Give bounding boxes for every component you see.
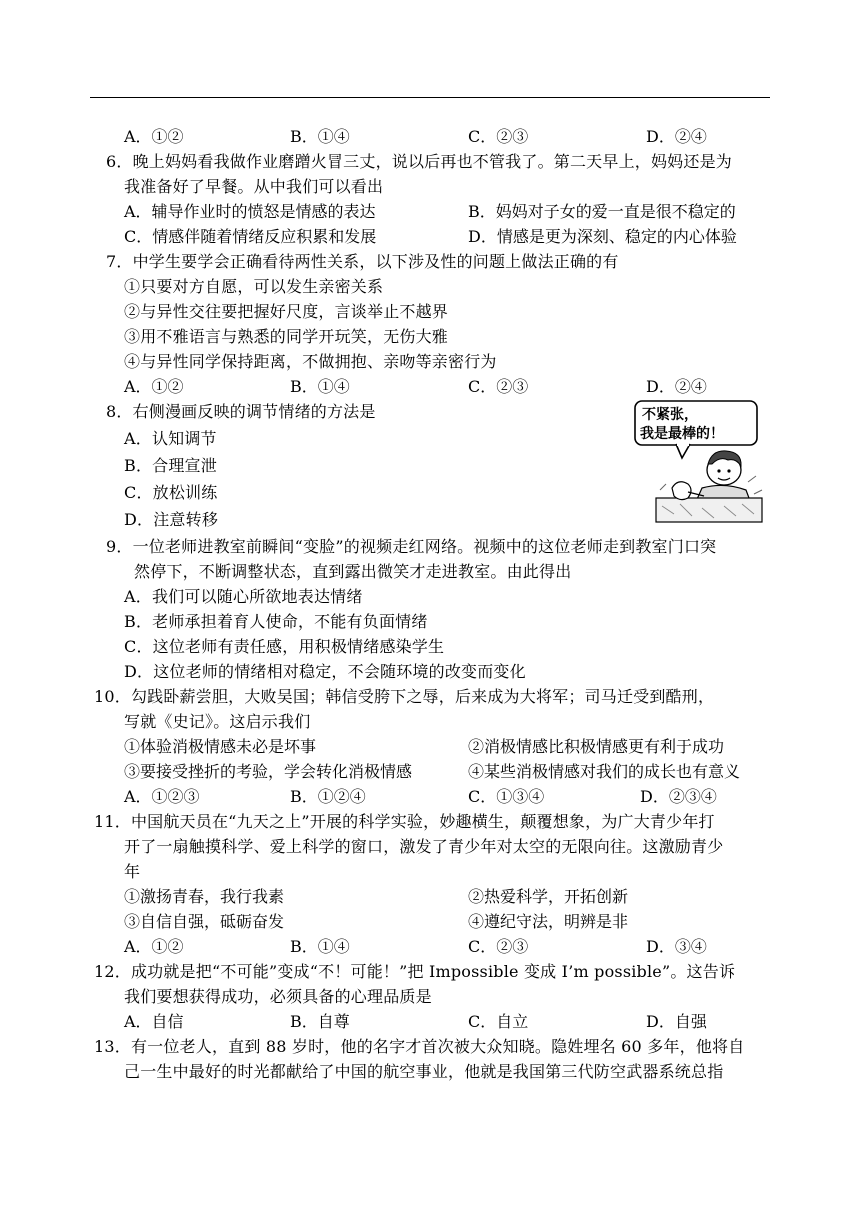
q11-items-row-2 (124, 912, 804, 932)
q9-option-d[interactable]: D．这位老师的情绪相对稳定，不会随环境的改变而变化 (124, 662, 526, 681)
q13-stem-line-1: 13．有一位老人，直到 88 岁时，他的名字才首次被大众知晓。隐姓埋名 60 多年，他将自 (94, 1037, 745, 1056)
q13-stem-line-2: 己一生中最好的时光都献给了中国的航空事业，他就是我国第三代防空武器系统总指 (124, 1062, 724, 1081)
q11-item-3: ③自信自强，砥砺奋发 (124, 912, 285, 931)
q7-stem-line-1: 7．中学生要学会正确看待两性关系，以下涉及性的问题上做法正确的有 (106, 252, 619, 271)
q10-option-a[interactable]: A．①②③ (124, 787, 200, 806)
q10-option-c[interactable]: C．①③④ (468, 787, 545, 806)
q8-option-d[interactable]: D．注意转移 (124, 510, 219, 529)
q6-stem-line-1: 6．晚上妈妈看我做作业磨蹭火冒三丈，说以后再也不管我了。第二天早上，妈妈还是为 (106, 152, 732, 171)
q6-option-a[interactable]: A．辅导作业时的愤怒是情感的表达 (124, 202, 376, 221)
q10-items-row-2 (124, 762, 804, 782)
q7-item-3: ③用不雅语言与熟悉的同学开玩笑，无伤大雅 (124, 327, 449, 346)
q10-options (124, 787, 804, 807)
q7-option-d[interactable]: D．②④ (646, 377, 707, 396)
q12-options (124, 1012, 804, 1032)
q12-option-a[interactable]: A．自信 (124, 1012, 184, 1031)
q11-option-b[interactable]: B．①④ (290, 937, 350, 956)
q12-stem-line-1: 12．成功就是把“不可能”变成“不！可能！”把 Impossible 变成 I’m possible”。这告诉 (94, 962, 736, 981)
q11-options (124, 937, 804, 957)
q12-stem-line-2: 我们要想获得成功，必须具备的心理品质是 (124, 987, 432, 1006)
q10-stem-line-2: 写就《史记》。这启示我们 (124, 712, 311, 731)
q9-option-c[interactable]: C．这位老师有责任感，用积极情绪感染学生 (124, 637, 445, 656)
q10-option-d[interactable]: D．②③④ (640, 787, 717, 806)
q7-options (124, 377, 804, 397)
q10-item-2: ②消极情感比积极情感更有利于成功 (468, 737, 725, 756)
q9-option-a[interactable]: A．我们可以随心所欲地表达情绪 (124, 587, 363, 606)
q7-item-4: ④与异性同学保持距离，不做拥抱、亲吻等亲密行为 (124, 352, 497, 371)
q11-option-a[interactable]: A．①② (124, 937, 184, 956)
q8-cartoon (632, 398, 766, 526)
q9-stem-line-2: 然停下，不断调整状态，直到露出微笑才走进教室。由此得出 (134, 562, 572, 581)
q5-options (124, 127, 804, 147)
q12-option-c[interactable]: C．自立 (468, 1012, 529, 1031)
q11-stem-line-3: 年 (124, 862, 141, 881)
q11-item-1: ①激扬青春，我行我素 (124, 887, 285, 906)
q10-item-4: ④某些消极情感对我们的成长也有意义 (468, 762, 741, 781)
q6-stem-line-2: 我准备好了早餐。从中我们可以看出 (124, 177, 384, 196)
cartoon-text-line-1: 不紧张， (642, 407, 698, 423)
q8-option-c[interactable]: C．放松训练 (124, 483, 218, 502)
q10-stem-line-1: 10．勾践卧薪尝胆，大败吴国；韩信受胯下之辱，后来成为大将军；司马迁受到酷刑， (94, 687, 715, 706)
q5-option-c[interactable]: C．②③ (468, 127, 529, 146)
q11-item-2: ②热爱科学，开拓创新 (468, 887, 629, 906)
header-rule (90, 97, 770, 98)
q11-option-c[interactable]: C．②③ (468, 937, 529, 956)
q11-items-row-1 (124, 887, 804, 907)
q10-item-3: ③要接受挫折的考验，学会转化消极情感 (124, 762, 413, 781)
q7-option-b[interactable]: B．①④ (290, 377, 350, 396)
q12-option-b[interactable]: B．自尊 (290, 1012, 350, 1031)
q11-option-d[interactable]: D．③④ (646, 937, 707, 956)
q5-option-d[interactable]: D．②④ (646, 127, 707, 146)
q9-stem-line-1: 9．一位老师进教室前瞬间“变脸”的视频走红网络。视频中的这位老师走到教室门口突 (106, 537, 717, 556)
q7-option-a[interactable]: A．①② (124, 377, 184, 396)
q5-option-b[interactable]: B．①④ (290, 127, 350, 146)
cartoon-illustration (632, 398, 766, 526)
q6-options-row-1 (124, 202, 804, 222)
q9-option-b[interactable]: B．老师承担着育人使命，不能有负面情绪 (124, 612, 428, 631)
q7-option-c[interactable]: C．②③ (468, 377, 529, 396)
q11-item-4: ④遵纪守法，明辨是非 (468, 912, 629, 931)
q12-option-d[interactable]: D．自强 (646, 1012, 707, 1031)
q6-options-row-2 (124, 227, 804, 247)
q7-item-1: ①只要对方自愿，可以发生亲密关系 (124, 277, 384, 296)
q10-items-row-1 (124, 737, 804, 757)
q6-option-b[interactable]: B．妈妈对子女的爱一直是很不稳定的 (468, 202, 736, 221)
q11-stem-line-1: 11．中国航天员在“九天之上”开展的科学实验，妙趣横生，颠覆想象，为广大青少年打 (94, 812, 715, 831)
q8-option-a[interactable]: A．认知调节 (124, 429, 217, 448)
q8-stem-line-1: 8．右侧漫画反映的调节情绪的方法是 (106, 402, 376, 421)
cartoon-text-line-2: 我是最棒的！ (640, 426, 724, 442)
q8-option-b[interactable]: B．合理宣泄 (124, 456, 217, 475)
q10-item-1: ①体验消极情感未必是坏事 (124, 737, 317, 756)
q6-option-d[interactable]: D．情感是更为深刻、稳定的内心体验 (468, 227, 737, 246)
q10-option-b[interactable]: B．①②④ (290, 787, 366, 806)
q5-option-a[interactable]: A．①② (124, 127, 184, 146)
q11-stem-line-2: 开了一扇触摸科学、爱上科学的窗口，激发了青少年对太空的无限向往。这激励青少 (124, 837, 724, 856)
q7-item-2: ②与异性交往要把握好尺度，言谈举止不越界 (124, 302, 449, 321)
q6-option-c[interactable]: C．情感伴随着情绪反应积累和发展 (124, 227, 377, 246)
